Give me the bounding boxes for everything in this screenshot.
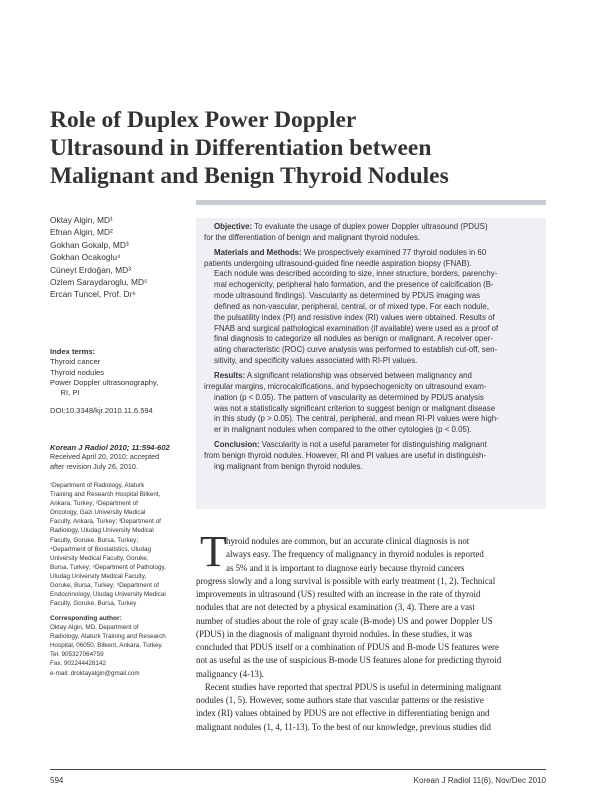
abstract-line: ating characteristic (ROC) curve analysis was performed to establish cut-off, sen- [214, 345, 498, 355]
body-line: malignancy (4-13). [196, 668, 265, 679]
abstract-line: patients undergoing ultrasound-guided fine needle aspiration biopsy (FNAB). [204, 258, 472, 268]
title-line: Malignant and Benign Thyroid Nodules [50, 163, 449, 189]
corresponding-email: e-mail: droktayalgin@gmail.com [50, 669, 140, 677]
corresponding-line: Hospital, 06050, Bilkent, Ankara, Turkey. [50, 642, 163, 650]
corresponding-line: Oktay Algin, MD, Department of [50, 624, 139, 632]
affiliation-line: University Medical Faculty, Goruke, [50, 554, 149, 562]
abstract-line: Vascularity is not a useful parameter for distinguishing malignant [261, 440, 487, 450]
affiliation-line: Training and Research Hospital Bilkent, [50, 491, 161, 499]
index-terms-label: Index terms: [50, 347, 96, 356]
abstract-line: We prospectively examined 77 thyroid nodules in 60 [303, 247, 487, 257]
index-term: RI, PI [50, 388, 80, 398]
author: Cüneyt Erdoğan, MD³ [50, 264, 131, 275]
affiliation-line: ¹Department of Radiology, Ataturk [50, 482, 145, 489]
methods-heading: Materials and Methods: [214, 247, 302, 257]
results-heading: Results: [214, 370, 246, 380]
corresponding-line: Radiology, Ataturk Training and Research [50, 633, 166, 641]
affiliation-line: ⁴Department of Biostatistics, Uludag [50, 545, 152, 553]
citation-block [50, 443, 190, 471]
author: Gokhan Ocakoglu⁴ [50, 252, 121, 263]
affiliation-line: Faculty, Ankara, Turkey; ³Department of [50, 518, 161, 526]
affiliations [50, 481, 190, 608]
body-text [196, 535, 546, 734]
author: Ercan Tuncel, Prof. Dr⁶ [50, 289, 136, 300]
abstract-conclusion [204, 440, 538, 473]
abstract-methods [204, 248, 538, 367]
objective-heading: Objective: [214, 222, 253, 231]
corresponding-line: Tel. 905327064759 [50, 651, 104, 659]
abstract-line: A significant relationship was observed between malignancy and [246, 370, 472, 380]
corresponding-label: Corresponding author: [50, 615, 122, 622]
abstract-line: ination (p < 0.05). The pattern of vascularity as determined by PDUS analysis [214, 392, 484, 402]
affiliation-line: Oncology, Gazi University Medical [50, 509, 146, 517]
abstract-objective [204, 222, 538, 244]
affiliation-line: Endocrinology, Uludag University Medical [50, 591, 166, 599]
affiliation-line: Faculty, Goruke, Bursa, Turkey [50, 600, 137, 608]
body-line: progress slowly and a long survival is possible with early treatment (1, 2). Technical [196, 575, 496, 586]
article-title [50, 106, 550, 190]
doi: DOI:10.3348/kjr.2010.11.6.594 [50, 406, 153, 415]
affiliation-line: Goruke, Bursa, Turkey; ⁶Department of [50, 582, 159, 590]
corresponding-author [50, 614, 190, 678]
revision-date: after revision July 26, 2010. [50, 461, 138, 471]
abstract-line: from benign thyroid nodules. However, RI and PI values are useful in distinguish- [204, 450, 487, 460]
abstract-line: was not a statistically significant criterion to suggest benign or malignant disease [214, 403, 496, 413]
body-line: as 5% and it is important to diagnose early because thyroid cancers [226, 562, 465, 573]
abstract-line: FNAB and surgical pathological examination (if available) were used as a proof of [214, 323, 499, 333]
abstract-line: ing malignant from benign thyroid nodules. [214, 461, 363, 471]
abstract-line: final diagnosis to categorize all nodules as benign or malignant. A receiver oper- [214, 334, 493, 344]
abstract-line: Each nodule was described according to size, inner structure, borders, parenchy- [214, 269, 498, 279]
journal-citation: Korean J Radiol 2010; 11:594-602 [50, 443, 170, 452]
abstract-line: for the differentiation of benign and malignant thyroid nodules. [204, 232, 421, 242]
index-term: Thyroid cancer [50, 357, 101, 367]
body-line: always easy. The frequency of malignancy in thyroid nodules is reported [226, 549, 484, 560]
title-line: Role of Duplex Power Doppler [50, 107, 357, 133]
received-date: Received April 20, 2010; accepted [50, 452, 160, 462]
author: Ozlem Saraydaroglu, MD⁵ [50, 277, 148, 288]
body-line: (PDUS) in the diagnosis of malignant thyroid nodules. In these studies, it was [196, 628, 473, 639]
body-line: not as useful as the use of suspicious B-mode US features alone for predicting thyroid [196, 655, 502, 666]
abstract-line: in this study (p > 0.05). The central, peripheral, and mean RI-PI values were high- [214, 414, 499, 424]
body-line: index (RI) values obtained by PDUS are not effective in differentiating benign and [196, 708, 490, 719]
index-terms [50, 347, 190, 398]
affiliation-line: Bursa, Turkey; ⁵Department of Pathology, [50, 563, 166, 571]
author-list [50, 214, 190, 301]
affiliation-line: Uludag University Medical Faculty, [50, 572, 147, 580]
body-line: malignant nodules (1, 4, 11-13). To the best of our knowledge, previous studies did [196, 721, 491, 732]
affiliation-line: Ankara, Turkey; ²Department of [50, 500, 138, 508]
corresponding-line: Fax. 902244428142 [50, 660, 107, 668]
abstract-line: mal echogenicity, peripheral halo formation, and the presence of calcification (B- [214, 280, 494, 290]
author: Gokhan Gokalp, MD³ [50, 239, 129, 250]
abstract-results [204, 371, 538, 436]
author: Oktay Algin, MD¹ [50, 215, 113, 225]
running-footer: Korean J Radiol 11(6), Nov/Dec 2010 [413, 776, 546, 785]
footer-rule [50, 769, 546, 770]
body-line: concluded that PDUS itself or a combination of PDUS and B-mode US features were [196, 642, 499, 652]
body-line: improvements in ultrasound (US) resulted with an increase in the rate of thyroid [196, 589, 481, 599]
abstract-line: the pulsatility index (PI) and resistive index (RI) values were obtained. Results of [214, 312, 495, 322]
abstract-line: sitivity, and specificity values associated with RI-PI values. [214, 356, 418, 366]
index-term: Power Doppler ultrasonography, [50, 377, 159, 387]
affiliation-line: Radiology, Uludag University Medical [50, 527, 154, 535]
abstract-line: defined as non-vascular, peripheral, central, or of mixed type. For each nodule, [214, 301, 490, 311]
abstract-box [196, 218, 546, 509]
affiliation-line: Faculty, Goruke, Bursa, Turkey; [50, 536, 139, 544]
body-line: Recent studies have reported that spectral PDUS is useful in determining malignant [196, 681, 502, 692]
index-term: Thyroid nodules [50, 367, 105, 377]
body-line: nodules (1, 5). However, some authors state that vascular patterns or the resistive [196, 695, 484, 705]
author: Efnan Algin, MD² [50, 227, 113, 238]
body-line: nodules that are not detected by a physical examination (3, 4). There are a vast [196, 602, 475, 613]
abstract-line: irregular margins, microcalcifications, and hypoechogenicity on ultrasound exam- [204, 381, 487, 391]
title-line: Ultrasound in Differentiation between [50, 135, 432, 161]
body-line: number of studies about the role of gray scale (B-mode) US and power Doppler US [196, 615, 493, 626]
abstract-top-band [196, 200, 546, 205]
page-number: 594 [50, 776, 64, 785]
body-line: hyroid nodules are common, but an accurate clinical diagnosis is not [226, 536, 470, 546]
abstract-line: er in malignant nodules when compared to the other cytologies (p < 0.05). [214, 425, 472, 435]
abstract-line: mode ultrasound findings). Vascularity as determined by PDUS imaging was [214, 291, 481, 301]
conclusion-heading: Conclusion: [214, 440, 260, 450]
drop-cap: T [200, 527, 227, 576]
abstract-line: To evaluate the usage of duplex power Doppler ultrasound (PDUS) [254, 222, 488, 231]
